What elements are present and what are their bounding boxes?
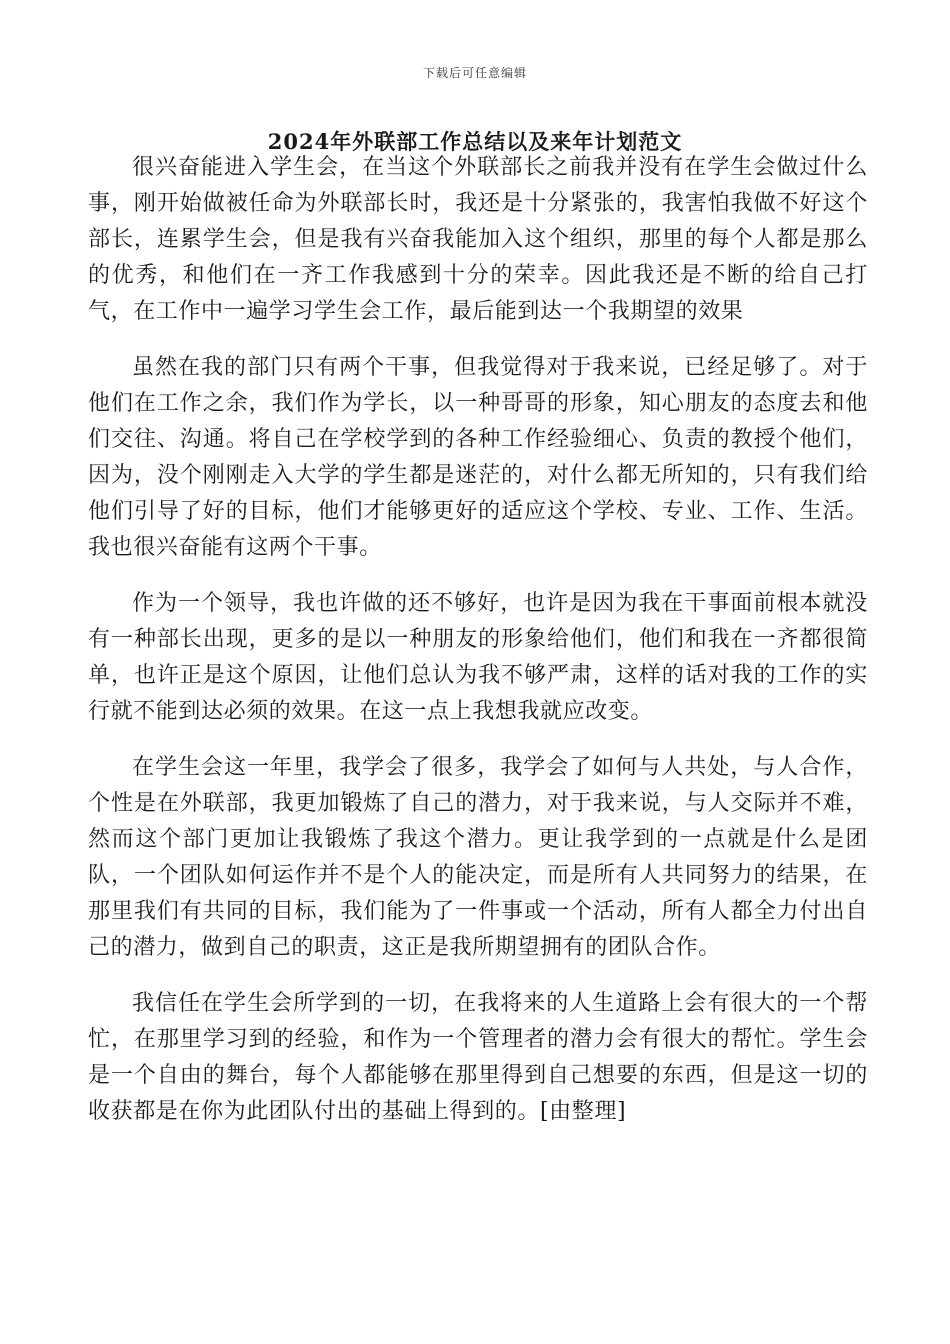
header-note: 下载后可任意编辑 <box>422 66 527 80</box>
paragraph-4: 在学生会这一年里，我学会了很多，我学会了如何与人共处，与人合作，个性是在外联部，我更加锻炼了自己的潜力，对于我来说，与人交际并不难，然而这个部门更加让我锻炼了我这个潜力。更让我学到的一点就是什么是团队，一个团队如何运作并不是个人的能决定，而是所有人共同努力的结果，在那里我们有共同的目标，我们能为了一件事或一个活动，所有人都全力付出自己的潜力，做到自己的职责，这正是我所期望拥有的团队合作。 <box>88 755 868 960</box>
paragraph-1: 很兴奋能进入学生会，在当这个外联部长之前我并没有在学生会做过什么事，刚开始做被任命为外联部长时，我还是十分紧张的，我害怕我做不好这个部长，连累学生会，但是我有兴奋我能加入这个组织，那里的每个人都是那么的优秀，和他们在一齐工作我感到十分的荣幸。因此我还是不断的给自己打气，在工作中一遍学习学生会工作，最后能到达一个我期望的效果 <box>88 155 868 324</box>
paragraph-2: 虽然在我的部门只有两个干事，但我觉得对于我来说，已经足够了。对于他们在工作之余，我们作为学长，以一种哥哥的形象，知心朋友的态度去和他们交往、沟通。将自己在学校学到的各种工作经验细心、负责的教授个他们，因为，没个刚刚走入大学的学生都是迷茫的，对什么都无所知的，只有我们给他们引导了好的目标，他们才能够更好的适应这个学校、专业、工作、生活。我也很兴奋能有这两个干事。 <box>88 355 868 560</box>
document-title: 2024年外联部工作总结以及来年计划范文 <box>267 129 683 154</box>
document-body <box>88 150 868 1130</box>
paragraph-5: 我信任在学生会所学到的一切，在我将来的人生道路上会有很大的一个帮忙，在那里学习到的经验，和作为一个管理者的潜力会有很大的帮忙。学生会是一个自由的舞台，每个人都能够在那里得到自己想要的东西，但是这一切的收获都是在你为此团队付出的基础上得到的。[由整理] <box>88 991 868 1124</box>
paragraph-3: 作为一个领导，我也许做的还不够好，也许是因为我在干事面前根本就没有一种部长出现，更多的是以一种朋友的形象给他们，他们和我在一齐都很简单，也许正是这个原因，让他们总认为我不够严肃，这样的话对我的工作的实行就不能到达必须的效果。在这一点上我想我就应改变。 <box>88 591 868 724</box>
